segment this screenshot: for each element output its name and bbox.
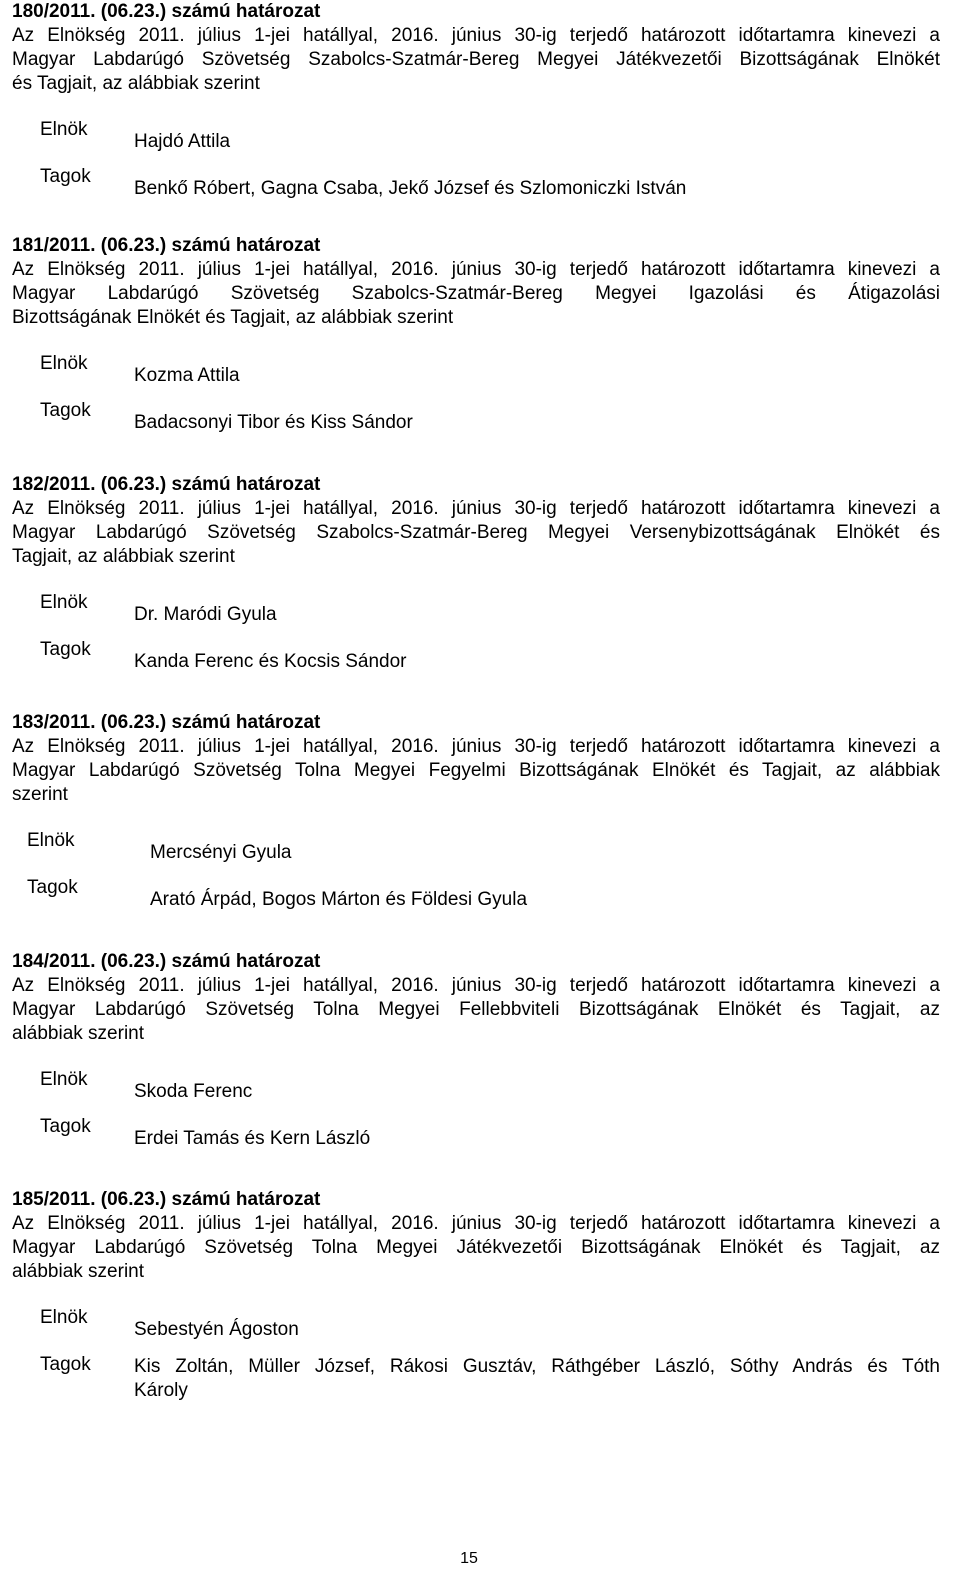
chair-name: Mercsényi Gyula [150, 842, 292, 863]
resolution-text-line: Magyar Labdarúgó Szövetség Tolna Megyei Fegyelmi Bizottságának Elnökét és Tagjait, az alábbiak [12, 760, 940, 781]
members-label: Tagok [40, 166, 91, 187]
resolution-text-line: és Tagjait, az alábbiak szerint [12, 73, 260, 94]
resolution-text-line: Bizottságának Elnökét és Tagjait, az alábbiak szerint [12, 307, 454, 328]
resolution-heading: 184/2011. (06.23.) számú határozat [12, 951, 321, 972]
chair-name: Sebestyén Ágoston [134, 1319, 299, 1340]
members-label: Tagok [40, 639, 91, 660]
chair-name: Hajdó Attila [134, 131, 231, 152]
page-number: 15 [460, 1550, 478, 1567]
resolution-text-line: Magyar Labdarúgó Szövetség Szabolcs-Szatmár-Bereg Megyei Igazolási és Átigazolási [12, 283, 940, 304]
members-label: Tagok [40, 1354, 91, 1375]
chair-label: Elnök [40, 1307, 88, 1328]
resolution-text-line: szerint [12, 784, 68, 805]
members-label: Tagok [40, 1116, 91, 1137]
resolution-text-line: Az Elnökség 2011. július 1-jei hatállyal, 2016. június 30-ig terjedő határozott időtartamra kinevezi a [12, 736, 940, 757]
resolution-text-line: Az Elnökség 2011. július 1-jei hatállyal, 2016. június 30-ig terjedő határozott időtartamra kinevezi a [12, 498, 940, 519]
chair-name: Dr. Maródi Gyula [134, 604, 277, 625]
resolution-text-line: Magyar Labdarúgó Szövetség Tolna Megyei Játékvezetői Bizottságának Elnökét és Tagjait, az [12, 1237, 940, 1258]
resolution-text-line: alábbiak szerint [12, 1261, 145, 1282]
resolution-heading: 183/2011. (06.23.) számú határozat [12, 712, 321, 733]
members-names: Károly [134, 1380, 188, 1401]
members-names: Benkő Róbert, Gagna Csaba, Jekő József és Szlomoniczki István [134, 178, 687, 199]
chair-name: Skoda Ferenc [134, 1081, 253, 1102]
resolution-heading: 181/2011. (06.23.) számú határozat [12, 235, 321, 256]
resolution-text-line: Az Elnökség 2011. július 1-jei hatállyal, 2016. június 30-ig terjedő határozott időtartamra kinevezi a [12, 259, 940, 280]
resolution-text-line: alábbiak szerint [12, 1023, 145, 1044]
resolution-text-line: Tagjait, az alábbiak szerint [12, 546, 235, 567]
members-names: Erdei Tamás és Kern László [134, 1128, 371, 1149]
members-names: Kis Zoltán, Müller József, Rákosi Gusztáv, Ráthgéber László, Sóthy András és Tóth [134, 1356, 940, 1377]
resolution-text-line: Magyar Labdarúgó Szövetség Szabolcs-Szatmár-Bereg Megyei Játékvezetői Bizottságának Elnökét [12, 49, 940, 70]
resolution-text-line: Az Elnökség 2011. július 1-jei hatállyal, 2016. június 30-ig terjedő határozott időtartamra kinevezi a [12, 975, 940, 996]
members-names: Kanda Ferenc és Kocsis Sándor [134, 651, 407, 672]
resolution-text-line: Magyar Labdarúgó Szövetség Szabolcs-Szatmár-Bereg Megyei Versenybizottságának Elnökét és [12, 522, 940, 543]
chair-label: Elnök [40, 1069, 88, 1090]
members-names: Badacsonyi Tibor és Kiss Sándor [134, 412, 413, 433]
chair-label: Elnök [40, 353, 88, 374]
chair-name: Kozma Attila [134, 365, 240, 386]
chair-label: Elnök [40, 592, 88, 613]
resolution-heading: 182/2011. (06.23.) számú határozat [12, 474, 321, 495]
members-names: Arató Árpád, Bogos Márton és Földesi Gyula [150, 889, 528, 910]
chair-label: Elnök [40, 119, 88, 140]
resolution-text-line: Magyar Labdarúgó Szövetség Tolna Megyei Fellebbviteli Bizottságának Elnökét és Tagjait, az [12, 999, 940, 1020]
resolution-text-line: Az Elnökség 2011. július 1-jei hatállyal, 2016. június 30-ig terjedő határozott időtartamra kinevezi a [12, 1213, 940, 1234]
resolution-heading: 185/2011. (06.23.) számú határozat [12, 1189, 321, 1210]
members-label: Tagok [27, 877, 78, 898]
chair-label: Elnök [27, 830, 75, 851]
resolution-text-line: Az Elnökség 2011. július 1-jei hatállyal, 2016. június 30-ig terjedő határozott időtartamra kinevezi a [12, 25, 940, 46]
resolution-heading: 180/2011. (06.23.) számú határozat [12, 1, 321, 22]
members-label: Tagok [40, 400, 91, 421]
